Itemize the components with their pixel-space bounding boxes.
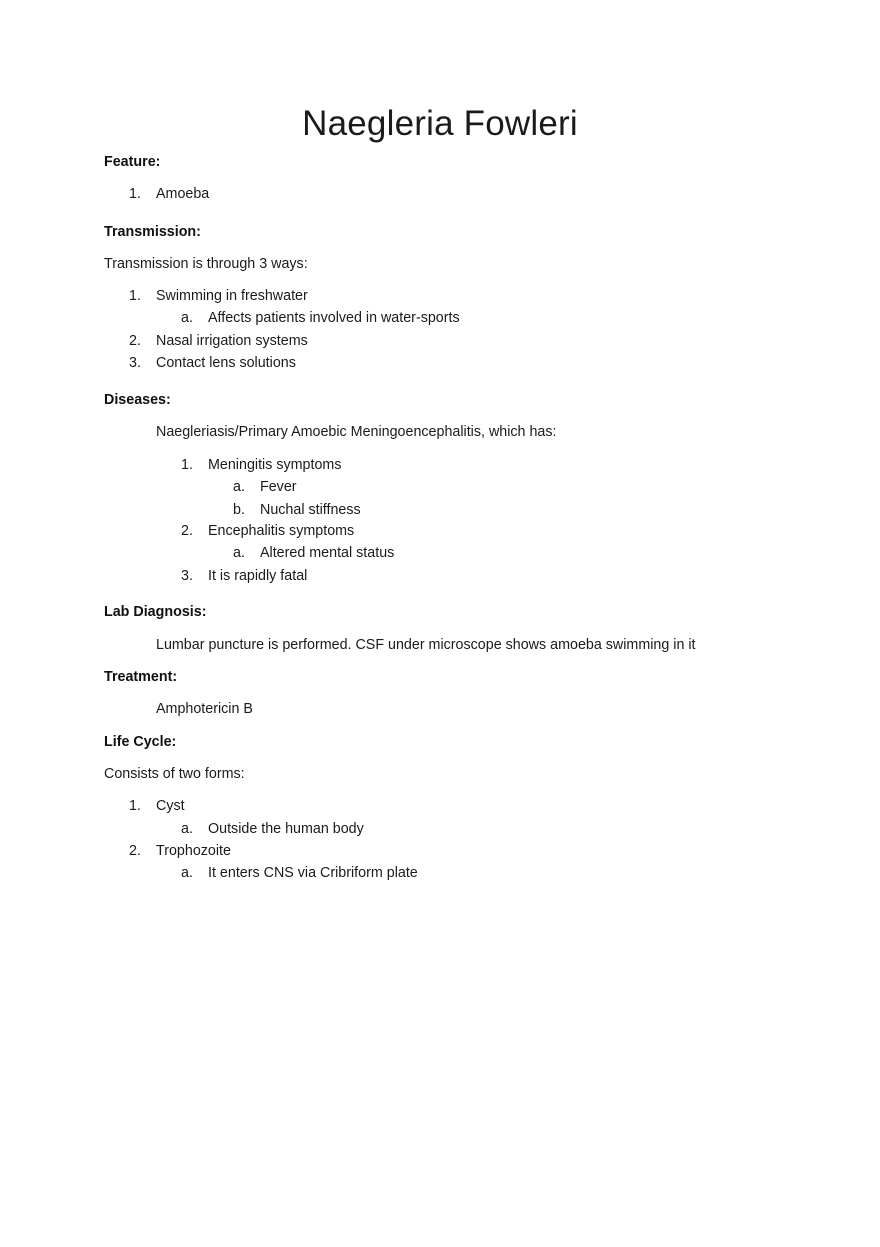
sub-list-marker: a. [233,479,245,495]
sub-list-item: It enters CNS via Cribriform plate [208,865,418,881]
sub-list-item: Nuchal stiffness [260,502,361,518]
diseases-intro: Naegleriasis/Primary Amoebic Meningoencephalitis, which has: [156,424,557,440]
list-marker: 1. [129,288,141,304]
sub-list-marker: a. [233,545,245,561]
sub-list-item: Affects patients involved in water-sports [208,310,460,326]
sub-list-marker: a. [181,865,193,881]
list-marker: 2. [129,843,141,859]
list-item: Swimming in freshwater [156,288,308,304]
transmission-heading: Transmission: [104,224,201,240]
life-cycle-heading: Life Cycle: [104,734,177,750]
list-marker: 3. [181,568,193,584]
life-cycle-intro: Consists of two forms: [104,766,245,782]
list-marker: 3. [129,355,141,371]
feature-heading: Feature: [104,154,161,170]
diseases-heading: Diseases: [104,392,171,408]
sub-list-item: Fever [260,479,297,495]
list-marker: 1. [129,186,141,202]
sub-list-item: Outside the human body [208,821,364,837]
list-item: Cyst [156,798,185,814]
transmission-intro: Transmission is through 3 ways: [104,256,308,272]
sub-list-item: Altered mental status [260,545,395,561]
sub-list-marker: b. [233,502,245,518]
treatment-heading: Treatment: [104,669,178,685]
lab-diagnosis-text: Lumbar puncture is performed. CSF under microscope shows amoeba swimming in it [156,637,696,653]
list-marker: 1. [181,457,193,473]
list-marker: 1. [129,798,141,814]
list-marker: 2. [129,333,141,349]
list-item: Nasal irrigation systems [156,333,308,349]
lab-diagnosis-heading: Lab Diagnosis: [104,604,207,620]
list-marker: 2. [181,523,193,539]
sub-list-marker: a. [181,821,193,837]
sub-list-marker: a. [181,310,193,326]
list-item: Amoeba [156,186,210,202]
list-item: It is rapidly fatal [208,568,308,584]
page-title: Naegleria Fowleri [302,104,578,143]
treatment-text: Amphotericin B [156,701,253,717]
list-item: Encephalitis symptoms [208,523,355,539]
list-item: Meningitis symptoms [208,457,342,473]
list-item: Trophozoite [156,843,231,859]
list-item: Contact lens solutions [156,355,296,371]
